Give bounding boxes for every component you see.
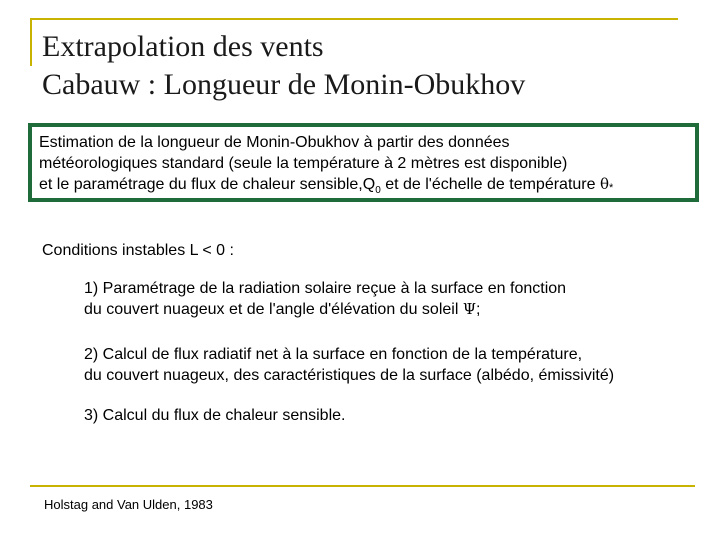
title-line-1: Extrapolation des vents xyxy=(42,30,324,63)
step-1-line-2-text: du couvert nuageux et de l'angle d'élévation du soleil xyxy=(84,301,463,318)
step-2 xyxy=(84,344,614,386)
conditions-heading: Conditions instables L < 0 : xyxy=(42,242,234,259)
top-decor-line xyxy=(30,18,678,20)
summary-box xyxy=(28,123,699,202)
step-1-line-2 xyxy=(84,299,566,320)
bottom-decor-line xyxy=(30,485,695,487)
theta-symbol: θ xyxy=(599,175,609,193)
step-2-line-2: du couvert nuageux, des caractéristiques de la surface (albédo, émissivité) xyxy=(84,367,615,384)
summary-line-3-text: et le paramétrage du flux de chaleur sensible,Q xyxy=(39,176,376,193)
slide-title xyxy=(42,28,525,104)
step-1-line-2-end: ; xyxy=(475,301,481,318)
reference-citation: Holstag and Van Ulden, 1983 xyxy=(44,497,213,512)
title-line-2: Cabauw : Longueur de Monin-Obukhov xyxy=(42,68,526,101)
left-decor-line xyxy=(30,18,32,66)
summary-line-2: météorologiques standard (seule la température à 2 mètres est disponible) xyxy=(39,155,568,172)
theta-star-subscript: * xyxy=(608,182,614,194)
step-1-line-1: 1) Paramétrage de la radiation solaire reçue à la surface en fonction xyxy=(84,280,567,297)
step-3 xyxy=(84,405,345,426)
step-1 xyxy=(84,278,566,320)
step-3-line-1: 3) Calcul du flux de chaleur sensible. xyxy=(84,407,346,424)
summary-line-3 xyxy=(39,174,695,199)
psi-symbol: Ψ xyxy=(462,300,476,318)
summary-line-1: Estimation de la longueur de Monin-Obukhov à partir des données xyxy=(39,134,510,151)
q-subscript: 0 xyxy=(375,185,381,197)
summary-line-3-mid: et de l'échelle de température xyxy=(380,176,600,193)
step-2-line-1: 2) Calcul de flux radiatif net à la surface en fonction de la température, xyxy=(84,346,583,363)
